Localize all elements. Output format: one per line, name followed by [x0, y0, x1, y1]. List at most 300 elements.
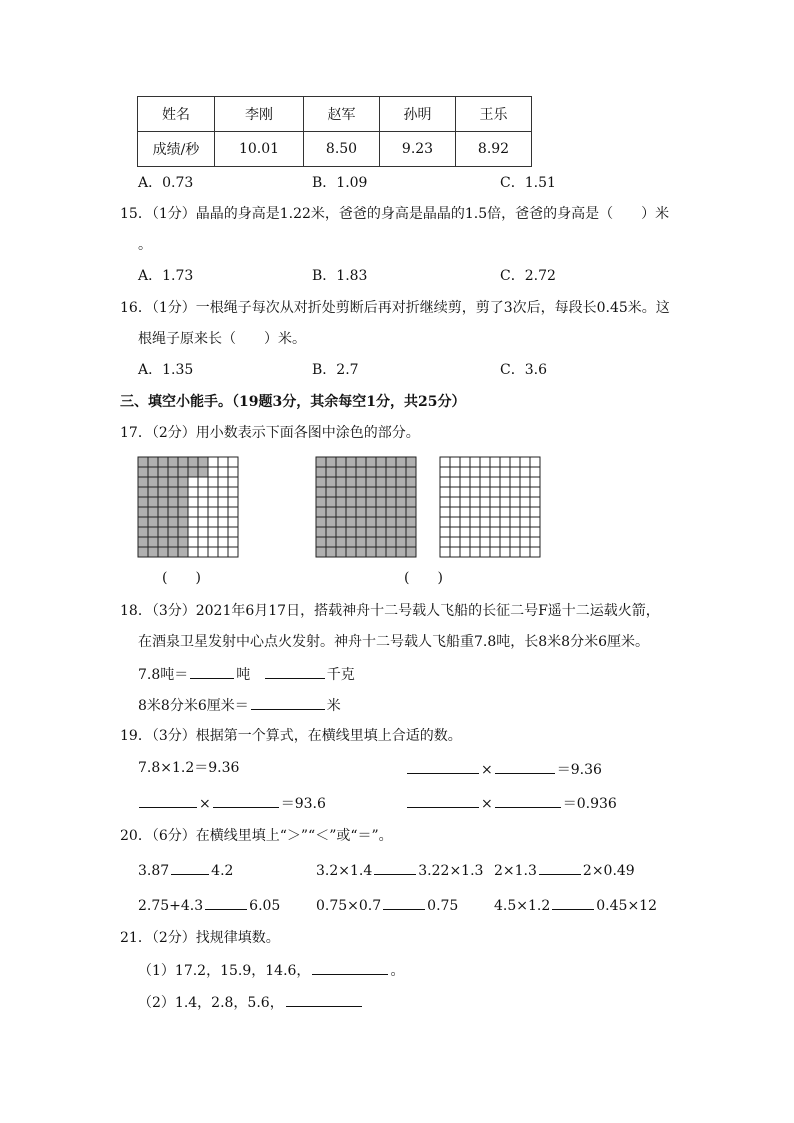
grid-cell: [530, 487, 540, 497]
grid-cell: [148, 517, 158, 527]
grid-cell: [406, 547, 416, 557]
grid-cell: [168, 507, 178, 517]
q20-left: 0.75×0.7: [316, 898, 382, 914]
grid-cell: [480, 527, 490, 537]
grid-cell: [188, 467, 198, 477]
q18-row-b: [138, 694, 341, 716]
grid-cell: [188, 547, 198, 557]
grid-cell: [356, 547, 366, 557]
grid-cell: [316, 487, 326, 497]
grid-cell: [168, 467, 178, 477]
blank-line[interactable]: [407, 758, 479, 774]
grid-cell: [480, 457, 490, 467]
grid-cell: [326, 517, 336, 527]
grid-cell: [450, 507, 460, 517]
grid-cell: [326, 547, 336, 557]
grid-cell: [470, 517, 480, 527]
q18-row-a: [138, 663, 355, 685]
grid-cell: [490, 457, 500, 467]
grid-cell: [158, 487, 168, 497]
blank-line[interactable]: [205, 894, 247, 910]
q19-given: 7.8×1.2＝9.36: [138, 760, 240, 776]
grid-cell: [376, 547, 386, 557]
grid-cell: [218, 507, 228, 517]
grid-cell: [188, 517, 198, 527]
table-cell: 李刚: [215, 97, 304, 132]
grid-cell: [490, 477, 500, 487]
blank-line[interactable]: [265, 663, 325, 679]
grid-cell: [470, 527, 480, 537]
grid-cell: [440, 497, 450, 507]
blank-line[interactable]: [495, 792, 561, 808]
grid-cell: [316, 507, 326, 517]
grid-cell: [440, 537, 450, 547]
grid-cell: [500, 487, 510, 497]
grid-cell: [178, 477, 188, 487]
grid-cell: [530, 497, 540, 507]
q19-eq-row-2: [137, 792, 326, 814]
grid-cell: [178, 547, 188, 557]
grid-cell: [460, 467, 470, 477]
grid-cell: [356, 527, 366, 537]
grid-cell: [148, 507, 158, 517]
q14-option-c: C．1.51: [500, 175, 556, 191]
q18-a-unit1: 吨: [236, 667, 251, 683]
grid-cell: [168, 497, 178, 507]
grid-cell: [500, 517, 510, 527]
q21-part1: [138, 959, 404, 981]
grid-cell: [326, 527, 336, 537]
grid-cell: [178, 457, 188, 467]
grid-cell: [208, 467, 218, 477]
grid-cell: [376, 467, 386, 477]
grid-cell: [530, 507, 540, 517]
blank-line[interactable]: [312, 959, 388, 975]
q20-right: 4.2: [211, 863, 234, 879]
grid-cell: [530, 517, 540, 527]
q15-option-c: C．2.72: [500, 268, 556, 284]
grid-cell: [440, 477, 450, 487]
grid-cell: [148, 537, 158, 547]
grid-cell: [316, 457, 326, 467]
grid-cell: [198, 477, 208, 487]
grid-cell: [228, 517, 238, 527]
q20-right: 3.22×1.3: [418, 863, 484, 879]
grid-cell: [326, 507, 336, 517]
grid-cell: [460, 477, 470, 487]
grid-cell: [188, 527, 198, 537]
grid-cell: [356, 537, 366, 547]
grid-cell: [510, 537, 520, 547]
grid-cell: [168, 537, 178, 547]
q17-answer-1[interactable]: ( ): [162, 570, 201, 586]
grid-cell: [470, 457, 480, 467]
grid-cell: [178, 467, 188, 477]
grid-cell: [520, 487, 530, 497]
grid-cell: [450, 457, 460, 467]
grid-cell: [460, 547, 470, 557]
grid-cell: [148, 497, 158, 507]
grid-cell: [510, 467, 520, 477]
grid-cell: [218, 457, 228, 467]
times-sign: ×: [481, 796, 493, 812]
grid-cell: [316, 527, 326, 537]
grid-cell: [326, 467, 336, 477]
grid-cell: [158, 457, 168, 467]
grid-cell: [346, 477, 356, 487]
grid-cell: [366, 477, 376, 487]
grid-cell: [158, 497, 168, 507]
grid-cell: [198, 457, 208, 467]
grid-cell: [376, 537, 386, 547]
grid-cell: [500, 547, 510, 557]
grid-cell: [396, 487, 406, 497]
times-sign: ×: [199, 796, 211, 812]
grid-cell: [500, 527, 510, 537]
grid-cell: [138, 497, 148, 507]
grid-cell: [356, 517, 366, 527]
grid-cell: [356, 477, 366, 487]
q19-text: 19．（3分）根据第一个算式，在横线里填上合适的数。: [120, 728, 462, 744]
grid-cell: [470, 507, 480, 517]
grid-cell: [208, 507, 218, 517]
q21-text: 21．（2分）找规律填数。: [120, 930, 280, 946]
grid-cell: [198, 497, 208, 507]
grid-cell: [396, 517, 406, 527]
q16-line2: 根绳子原来长（ ）米。: [138, 331, 306, 347]
grid-cell: [336, 477, 346, 487]
q21-p2-text: （2）1.4，2.8，5.6，: [138, 995, 284, 1011]
blank-line[interactable]: [286, 991, 362, 1007]
grid-cell: [520, 517, 530, 527]
grid-cell: [480, 547, 490, 557]
grid-cell: [480, 477, 490, 487]
q16-option-c: C．3.6: [500, 362, 547, 378]
q18-line2: 在酒泉卫星发射中心点火发射。神舟十二号载人飞船重7.8吨，长8米8分米6厘米。: [138, 634, 649, 650]
grid-cell: [158, 547, 168, 557]
grid-cell: [470, 467, 480, 477]
grid-cell: [316, 497, 326, 507]
grid-cell: [228, 547, 238, 557]
grid-cell: [396, 527, 406, 537]
table-cell: 10.01: [215, 132, 304, 167]
grid-cell: [480, 507, 490, 517]
grid-cell: [520, 497, 530, 507]
q21-part2: [138, 991, 364, 1013]
grid-cell: [326, 497, 336, 507]
grid-cell: [356, 467, 366, 477]
grid-cell: [530, 477, 540, 487]
grid-cell: [138, 487, 148, 497]
grid-cell: [470, 537, 480, 547]
grid-cell: [386, 467, 396, 477]
grid-cell: [356, 507, 366, 517]
grid-cell: [480, 487, 490, 497]
grid-cell: [346, 457, 356, 467]
grid-cell: [208, 457, 218, 467]
grid-cell: [356, 457, 366, 467]
grid-cell: [450, 537, 460, 547]
grid-cell: [218, 477, 228, 487]
grid-cell: [510, 477, 520, 487]
q20-item: [316, 859, 483, 881]
grid-cell: [530, 547, 540, 557]
grid-cell: [168, 517, 178, 527]
grid-cell: [198, 467, 208, 477]
grid-cell: [158, 517, 168, 527]
grid-cell: [336, 527, 346, 537]
grid-cell: [386, 507, 396, 517]
grid-cell: [138, 457, 148, 467]
grid-cell: [366, 467, 376, 477]
grid-cell: [520, 467, 530, 477]
grid-cell: [336, 487, 346, 497]
table-cell: 9.23: [380, 132, 456, 167]
grid-cell: [460, 487, 470, 497]
q20-text: 20．（6分）在横线里填上“＞”“＜”或“＝”。: [120, 828, 393, 844]
q15-text: 15．（1分）晶晶的身高是1.22米，爸爸的身高是晶晶的1.5倍，爸爸的身高是（ ）米: [120, 206, 670, 222]
grid-cell: [396, 457, 406, 467]
q18-b-unit: 米: [326, 698, 341, 714]
grid-cell: [440, 457, 450, 467]
grid-cell: [450, 467, 460, 477]
grid-cell: [366, 517, 376, 527]
grid-cell: [218, 537, 228, 547]
grid-cell: [470, 547, 480, 557]
grid-cell: [158, 527, 168, 537]
grid-cell: [346, 467, 356, 477]
grid-cell: [346, 497, 356, 507]
grid-cell: [326, 457, 336, 467]
grid-cell: [208, 527, 218, 537]
grid-cell: [440, 527, 450, 537]
q20-item: [138, 859, 233, 881]
grid-cell: [406, 537, 416, 547]
grid-cell: [326, 537, 336, 547]
grid-cell: [440, 507, 450, 517]
grid-cell: [346, 547, 356, 557]
grid-cell: [138, 527, 148, 537]
grid-cell: [490, 547, 500, 557]
grid-cell: [500, 497, 510, 507]
q19-eq-row-3: [405, 792, 617, 814]
grid-figure-3: [439, 456, 542, 559]
q19-eq3: ＝0.936: [562, 796, 617, 812]
grid-cell: [336, 507, 346, 517]
grid-cell: [470, 497, 480, 507]
grid-cell: [218, 517, 228, 527]
grid-cell: [228, 487, 238, 497]
grid-cell: [386, 537, 396, 547]
grid-cell: [450, 547, 460, 557]
q17-answer-2[interactable]: ( ): [404, 570, 443, 586]
grid-cell: [500, 467, 510, 477]
q18-a-unit2: 千克: [326, 667, 355, 683]
grid-cell: [440, 467, 450, 477]
q15-tail: 。: [138, 237, 152, 253]
q20-left: 4.5×1.2: [494, 898, 551, 914]
grid-cell: [376, 497, 386, 507]
q14-option-a: A．0.73: [138, 175, 194, 191]
q21-p1-end: 。: [390, 963, 405, 979]
grid-cell: [490, 527, 500, 537]
grid-cell: [148, 527, 158, 537]
grid-cell: [500, 537, 510, 547]
grid-cell: [228, 507, 238, 517]
grid-cell: [450, 497, 460, 507]
grid-cell: [208, 517, 218, 527]
grid-cell: [530, 527, 540, 537]
blank-line[interactable]: [171, 859, 209, 875]
table-cell: 赵军: [304, 97, 380, 132]
grid-cell: [138, 547, 148, 557]
grid-cell: [406, 517, 416, 527]
grid-cell: [228, 457, 238, 467]
q20-left: 2.75+4.3: [138, 898, 204, 914]
grid-cell: [178, 487, 188, 497]
q18-b-left: 8米8分米6厘米＝: [138, 698, 249, 714]
grid-cell: [148, 547, 158, 557]
grid-cell: [158, 507, 168, 517]
q20-item: [316, 894, 458, 916]
grid-cell: [198, 487, 208, 497]
grid-cell: [520, 477, 530, 487]
grid-cell: [218, 497, 228, 507]
blank-line[interactable]: [383, 894, 425, 910]
q17-text: 17．（2分）用小数表示下面各图中涂色的部分。: [120, 425, 420, 441]
grid-cell: [376, 477, 386, 487]
grid-figure-2: [315, 456, 418, 559]
grid-cell: [138, 477, 148, 487]
grid-cell: [218, 527, 228, 537]
blank-line[interactable]: [251, 694, 325, 710]
grid-cell: [346, 527, 356, 537]
q20-item: [494, 894, 657, 916]
grid-cell: [138, 467, 148, 477]
grid-cell: [188, 537, 198, 547]
q20-left: 3.2×1.4: [316, 863, 373, 879]
grid-cell: [168, 547, 178, 557]
blank-line[interactable]: [539, 859, 581, 875]
grid-cell: [356, 497, 366, 507]
grid-cell: [406, 477, 416, 487]
q20-left: 2×1.3: [494, 863, 537, 879]
grid-cell: [376, 487, 386, 497]
grid-cell: [168, 457, 178, 467]
blank-line[interactable]: [407, 792, 479, 808]
grid-cell: [148, 477, 158, 487]
grid-cell: [208, 487, 218, 497]
grid-cell: [138, 517, 148, 527]
grid-cell: [178, 527, 188, 537]
grid-cell: [386, 477, 396, 487]
grid-cell: [490, 497, 500, 507]
grid-cell: [510, 497, 520, 507]
grid-cell: [386, 517, 396, 527]
grid-cell: [198, 537, 208, 547]
blank-line[interactable]: [190, 663, 234, 679]
grid-cell: [406, 467, 416, 477]
q18-a-left: 7.8吨＝: [138, 667, 189, 683]
table-cell: 王乐: [456, 97, 532, 132]
q16-option-a: A．1.35: [138, 362, 194, 378]
grid-cell: [386, 527, 396, 537]
grid-figure-1: [137, 456, 240, 559]
grid-cell: [178, 497, 188, 507]
table-cell: 成绩/秒: [138, 132, 215, 167]
times-sign: ×: [481, 762, 493, 778]
grid-cell: [228, 477, 238, 487]
grid-cell: [366, 487, 376, 497]
grid-cell: [168, 487, 178, 497]
grid-cell: [178, 537, 188, 547]
grid-cell: [198, 517, 208, 527]
grid-cell: [530, 457, 540, 467]
grid-cell: [396, 467, 406, 477]
grid-cell: [510, 527, 520, 537]
grid-cell: [450, 517, 460, 527]
grid-cell: [148, 457, 158, 467]
grid-cell: [386, 457, 396, 467]
grid-cell: [396, 537, 406, 547]
grid-cell: [500, 457, 510, 467]
grid-cell: [480, 537, 490, 547]
grid-cell: [490, 507, 500, 517]
grid-cell: [406, 497, 416, 507]
grid-cell: [208, 537, 218, 547]
q20-left: 3.87: [138, 863, 170, 879]
grid-cell: [396, 477, 406, 487]
grid-cell: [450, 527, 460, 537]
grid-cell: [326, 487, 336, 497]
grid-cell: [178, 507, 188, 517]
grid-cell: [520, 507, 530, 517]
grid-cell: [336, 517, 346, 527]
q16-option-b: B．2.7: [312, 362, 359, 378]
grid-cell: [460, 497, 470, 507]
table-row: [138, 132, 532, 167]
grid-cell: [500, 507, 510, 517]
grid-cell: [386, 487, 396, 497]
grid-cell: [480, 517, 490, 527]
grid-cell: [198, 547, 208, 557]
blank-line[interactable]: [495, 758, 555, 774]
grid-cell: [520, 457, 530, 467]
grid-cell: [460, 517, 470, 527]
blank-line[interactable]: [552, 894, 594, 910]
grid-cell: [346, 487, 356, 497]
q20-item: [494, 859, 635, 881]
section-title: 三、填空小能手。（19题3分，其余每空1分，共25分）: [120, 394, 466, 410]
grid-cell: [480, 497, 490, 507]
blank-line[interactable]: [139, 792, 197, 808]
grid-cell: [406, 527, 416, 537]
q15-option-a: A．1.73: [138, 268, 194, 284]
grid-cell: [366, 547, 376, 557]
grid-cell: [366, 527, 376, 537]
grid-cell: [316, 547, 326, 557]
grid-cell: [336, 547, 346, 557]
q20-right: 6.05: [249, 898, 281, 914]
blank-line[interactable]: [374, 859, 416, 875]
blank-line[interactable]: [213, 792, 279, 808]
grid-cell: [158, 537, 168, 547]
grid-cell: [188, 507, 198, 517]
grid-cell: [326, 477, 336, 487]
grid-cell: [138, 507, 148, 517]
grid-cell: [178, 517, 188, 527]
grid-cell: [480, 467, 490, 477]
